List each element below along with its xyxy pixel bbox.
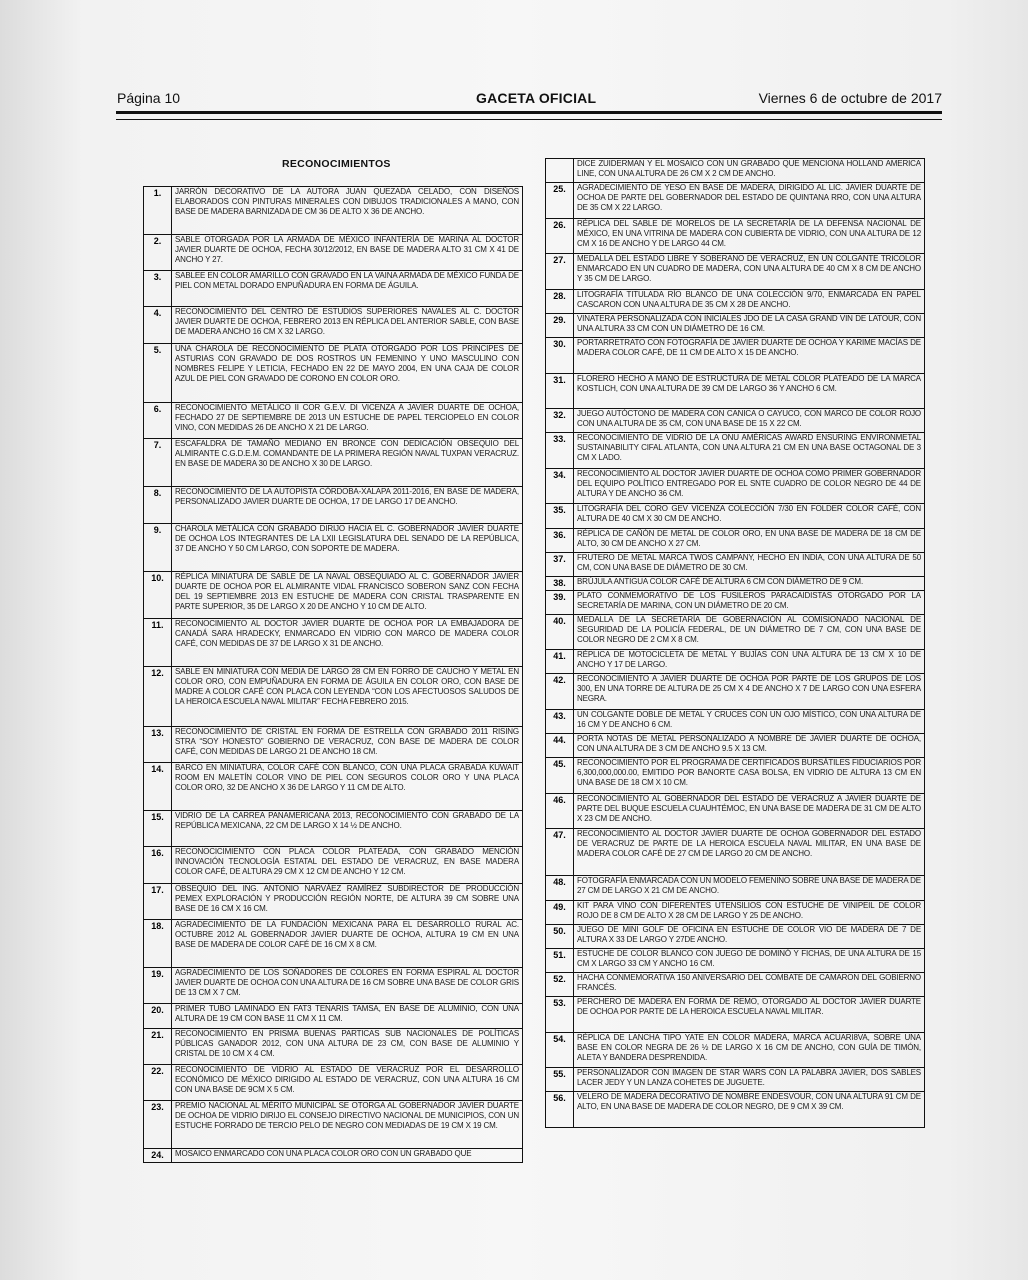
item-number: 35. xyxy=(546,504,574,528)
item-description: JUEGO DE MINI GOLF DE OFICINA EN ESTUCHE DE COLOR VIO DE MADERA DE 7 DE ALTURA X 33 DE LARGO Y 27DE ANCHO. xyxy=(574,924,925,948)
item-number: 53. xyxy=(546,996,574,1032)
item-description: ESTUCHE DE COLOR BLANCO CON JUEGO DE DOMINÓ Y FICHAS, DE UNA ALTURA DE 15 CM X LARGO 33 CM Y ANCHO 16 CM. xyxy=(574,948,925,972)
item-number: 17. xyxy=(144,883,172,919)
item-description: PLATO CONMEMORATIVO DE LOS FUSILEROS PARACAIDISTAS OTORGADO POR LA SECRETARÍA DE MARINA, CON UN DIÁMETRO DE 20 CM. xyxy=(574,590,925,614)
item-description: RECONOCIMIENTO AL GOBERNADOR DEL ESTADO DE VERACRUZ A JAVIER DUARTE DE PARTE DEL BUQUE ESCUELA CUAUHTÉMOC, EN UNA BASE DE MADERA DE 31 CM DE ALTO X 23 CM DE ANCHO. xyxy=(574,793,925,829)
table-row xyxy=(144,271,523,307)
item-number: 16. xyxy=(144,847,172,883)
item-description: UN COLGANTE DOBLE DE METAL Y CRUCES CON UN OJO MÍSTICO, CON UNA ALTURA DE 16 CM Y DE ANCHO 6 CM. xyxy=(574,709,925,733)
item-description: VINATERA PERSONALIZADA CON INICIALES JDO DE LA CASA GRAND VIN DE LATOUR, CON UNA ALTURA 33 CM CON UN DIÁMETRO DE 16 CM. xyxy=(574,313,925,337)
item-description: RÉPLICA DE CAÑÓN DE METAL DE COLOR ORO, EN UNA BASE DE MADERA DE 18 CM DE ALTO, 30 CM DE ANCHO X 27 CM. xyxy=(574,528,925,552)
table-row xyxy=(144,343,523,403)
table-row xyxy=(144,667,523,727)
item-number: 31. xyxy=(546,373,574,409)
item-description: RECONOCIMIENTO DEL CENTRO DE ESTUDIOS SUPERIORES NAVALES AL C. DOCTOR JAVIER DUARTE DE OCHOA, FEBRERO 2013 EN RÉPLICA DEL ANTERIOR SABLE, CON BASE DE MADERA ANCHO 16 CM X 32 LARGO. xyxy=(172,307,523,343)
item-number: 51. xyxy=(546,948,574,972)
table-row xyxy=(144,234,523,270)
table-row xyxy=(144,1028,523,1064)
item-number: 11. xyxy=(144,619,172,667)
table-row xyxy=(144,571,523,619)
item-description: RECONOCIMIENTO DE LA AUTOPISTA CÓRDOBA-XALAPA 2011-2016, EN BASE DE MADERA, PERSONALIZADO JAVIER DUARTE DE OCHOA, 17 DE LARGO 17 DE ANCHO. xyxy=(172,487,523,523)
table-row xyxy=(546,254,925,290)
item-description: LITOGRAFÍA DEL CORO GEV VICENZA COLECCIÓN 7/30 EN FOLDER COLOR CAFÉ, CON ALTURA DE 40 CM X 30 CM DE ANCHO. xyxy=(574,504,925,528)
item-number: 37. xyxy=(546,552,574,576)
item-number: 45. xyxy=(546,758,574,794)
item-description: RECONOCICIMIENTO CON PLACA COLOR PLATEADA, CON GRABADO MENCIÓN INNOVACIÓN TECNOLOGÍA ESTATAL DEL ESTADO DE VERACRUZ, EN BASE MADERA COLOR CAFÉ, DE ALTURA 29 CM X 12 CM DE ANCHO Y 12 CM. xyxy=(172,847,523,883)
item-description: SABLEE EN COLOR AMARILLO CON GRAVADO EN LA VAINA ARMADA DE MÉXICO FUNDA DE PIEL CON METAL DORADO ENPUÑADURA EN FORMA DE ÁGUILA. xyxy=(172,271,523,307)
item-description: PERSONALIZADOR CON IMAGEN DE STAR WARS CON LA PALABRA JAVIER, DOS SABLES LACER JEDY Y UN LANZA COHETES DE JUGUETE. xyxy=(574,1068,925,1092)
table-row xyxy=(546,1068,925,1092)
item-number: 28. xyxy=(546,289,574,313)
table-row xyxy=(144,883,523,919)
item-number: 40. xyxy=(546,614,574,650)
item-number: 13. xyxy=(144,727,172,763)
item-description: AGRADECIMIENTO DE LOS SOÑADORES DE COLORES EN FORMA ESPIRAL AL DOCTOR JAVIER DUARTE DE OCHOA CON UNA ALTURA DE 16 CM SOBRE UNA BASE DE COLOR GRIS DE 13 CM X 7 CM. xyxy=(172,967,523,1003)
table-row xyxy=(546,528,925,552)
item-number: 14. xyxy=(144,763,172,811)
item-number: 22. xyxy=(144,1064,172,1100)
item-description: PERCHERO DE MADERA EN FORMA DE REMO, OTORGADO AL DOCTOR JAVIER DUARTE DE OCHOA POR PARTE DE LA HEROICA ESCUELA NAVAL MILITAR. xyxy=(574,996,925,1032)
item-description: FRUTERO DE METAL MARCA TWOS CAMPANY, HECHO EN INDIA, CON UNA ALTURA DE 50 CM, CON UNA BASE DE DIÁMETRO DE 30 CM. xyxy=(574,552,925,576)
table-row xyxy=(546,996,925,1032)
item-description: RECONOCIMIENTO AL DOCTOR JAVIER DUARTE DE OCHOA COMO PRIMER GOBERNADOR DEL EQUIPO POLÍTICO ENTREGADO POR EL SNTE CUADRO DE COLOR NEGRO DE 44 DE ALTURA Y DE ANCHO 36 CM. xyxy=(574,468,925,504)
item-number: 2. xyxy=(144,234,172,270)
item-description: RÉPLICA DE MOTOCICLETA DE METAL Y BUJÍAS CON UNA ALTURA DE 13 CM X 10 DE ANCHO Y 17 DE LARGO. xyxy=(574,650,925,674)
item-number: 12. xyxy=(144,667,172,727)
table-row xyxy=(144,439,523,487)
table-row xyxy=(144,487,523,523)
table-row xyxy=(546,313,925,337)
item-number: 19. xyxy=(144,967,172,1003)
table-row xyxy=(546,972,925,996)
item-number: 27. xyxy=(546,254,574,290)
item-description: RECONOCIMIENTO A JAVIER DUARTE DE OCHOA POR PARTE DE LOS GRUPOS DE LOS 300, EN UNA TORRE DE ALTURA DE 25 CM X 4 DE ANCHO X 7 DE LARGO CON UNA ESFERA NEGRA. xyxy=(574,674,925,710)
table-row xyxy=(144,1004,523,1029)
item-description: HACHA CONMEMORATIVA 150 ANIVERSARIO DEL COMBATE DE CAMARON DEL GOBIERNO FRANCÉS. xyxy=(574,972,925,996)
item-description: AGRADECIMIENTO DE LA FUNDACIÓN MEXICANA PARA EL DESARROLLO RURAL AC. OCTUBRE 2012 AL GOBERNADOR JAVIER DUARTE DE OCHOA, ALTURA 19 CM EN UNA BASE DE MADERA DE COLOR CAFÉ DE 16 CM X 8 CM. xyxy=(172,919,523,967)
header-rule-thick xyxy=(116,111,942,114)
item-number: 39. xyxy=(546,590,574,614)
item-number: 7. xyxy=(144,439,172,487)
table-row xyxy=(546,373,925,409)
item-description: JUEGO AUTÓCTONO DE MADERA CON CANICA O CAYUCO, CON MARCO DE COLOR ROJO CON UNA ALTURA DE 35 CM, CON UNA BASE DE 15 X 22 CM. xyxy=(574,409,925,433)
table-row xyxy=(546,1092,925,1128)
table-row xyxy=(144,1101,523,1149)
item-description: RECONOCIMIENTO DE VIDRIO DE LA ONU AMÉRICAS AWARD ENSURING ENVIRONMETAL SUSTAINABILITY CIFAL ATLANTA, CON UNA ALTURA 21 CM EN UNA BASE OCTAGONAL DE 3 CM X LADO. xyxy=(574,433,925,469)
table-row xyxy=(144,307,523,343)
item-description: FOTOGRAFÍA ENMARCADA CON UN MODELO FEMENINO SOBRE UNA BASE DE MADERA DE 27 CM DE LARGO X 21 CM DE ANCHO. xyxy=(574,876,925,900)
item-description: SABLE EN MINIATURA CON MEDIA DE LARGO 28 CM EN FORRO DE CAUCHO Y METAL EN COLOR ORO, CON EMPUÑADURA EN FORMA DE ÁGUILA EN COLOR ORO, CON BASE DE MADRE A COLOR CAFÉ CON PLACA CON LEYENDA “CON LOS AFECTUOSOS SALUDOS DE LA HEROICA ESCUELA NAVAL MILITAR” FECHA FEBRERO 2015. xyxy=(172,667,523,727)
item-description: VELERO DE MADERA DECORATIVO DE NOMBRE ENDESVOUR, CON UNA ALTURA 91 CM DE ALTO, EN UNA BASE DE MADERA DE COLOR NEGRO, DE 9 CM X 39 CM. xyxy=(574,1092,925,1128)
item-description: CHAROLA METÁLICA CON GRABADO DIRIJO HACIA EL C. GOBERNADOR JAVIER DUARTE DE OCHOA LOS INTEGRANTES DE LA LXII LEGISLATURA DEL SENADO DE LA REPÚBLICA, 37 DE ANCHO Y 50 CM LARGO, CON SOPORTE DE MADERA. xyxy=(172,523,523,571)
item-number: 4. xyxy=(144,307,172,343)
header-rule-thin xyxy=(116,119,942,120)
item-description: RÉPLICA MINIATURA DE SABLE DE LA NAVAL OBSEQUIADO AL C. GOBERNADOR JAVIER DUARTE DE OCHOA POR EL ALMIRANTE VIDAL FRANCISCO SOBERON SANZ CON FECHA DEL 19 SEPTIEMBRE 2013 EN ESTUCHE DE MADERA CON CRISTAL TRASPARENTE EN PARTE SUPERIOR, 35 DE LARGO X 20 DE ANCHO Y 10 CM DE ALTO. xyxy=(172,571,523,619)
item-number: 34. xyxy=(546,468,574,504)
item-description: RECONOCIMIENTO AL DOCTOR JAVIER DUARTE DE OCHOA GOBERNADOR DEL ESTADO DE VERACRUZ DE PARTE DE LA HEROICA ESCUELA NAVAL MILITAR, EN UNA BASE DE MADERA COLOR CAFÉ DE 27 CM DE LARGO 20 CM DE ANCHO. xyxy=(574,829,925,876)
item-number: 49. xyxy=(546,900,574,924)
item-number: 36. xyxy=(546,528,574,552)
item-description: SABLE OTORGADA POR LA ARMADA DE MÉXICO INFANTERÍA DE MARINA AL DOCTOR JAVIER DUARTE DE OCHOA, FECHA 30/12/2012, EN BASE DE MADERA ALTO 31 CM X 41 DE ANCHO Y 27. xyxy=(172,234,523,270)
table-row xyxy=(546,924,925,948)
table-row xyxy=(144,1064,523,1100)
item-number: 3. xyxy=(144,271,172,307)
items-table-right xyxy=(545,158,925,1128)
item-number: 54. xyxy=(546,1032,574,1068)
item-number: 29. xyxy=(546,313,574,337)
item-number: 25. xyxy=(546,183,574,219)
item-description: RECONOCIMIENTO POR EL PROGRAMA DE CERTIFICADOS BURSÁTILES FIDUCIARIOS POR 6,300,000,000.00, EMITIDO POR BANORTE CASA BOLSA, EN VIDRIO DE ALTURA 13 CM EN UNA BASE DE 18 CM X 10 CM. xyxy=(574,758,925,794)
item-number: 15. xyxy=(144,811,172,847)
item-number: 18. xyxy=(144,919,172,967)
item-description: RECONOCIMIENTO METÁLICO II COR G.E.V. DI VICENZA A JAVIER DUARTE DE OCHOA, FECHADO 27 DE SEPTIEMBRE DE 2013 UN ESTUCHE DE PAPEL TERCIOPELO EN COLOR VINO, CON MEDIDAS 26 DE ANCHO X 21 DE LARGO. xyxy=(172,403,523,439)
publication-title: GACETA OFICIAL xyxy=(476,90,597,106)
table-row xyxy=(144,763,523,811)
item-description: DICE ZUIDERMAN Y EL MOSAICO CON UN GRABADO QUE MENCIONA HOLLAND AMERICA LINE, CON UNA ALTURA DE 26 CM X 2 CM DE ANCHO. xyxy=(574,159,925,183)
table-row xyxy=(546,650,925,674)
item-description: RECONOCIMIENTO DE VIDRIO AL ESTADO DE VERACRUZ POR EL DESARROLLO ECONÓMICO DE MÉXICO DIRIGIDO AL ESTADO DE VERACRUZ, CON UNA ALTURA 16 CM CON UNA BASE DE 9CM X 5 CM. xyxy=(172,1064,523,1100)
table-row xyxy=(546,433,925,469)
table-row xyxy=(144,847,523,883)
item-number: 32. xyxy=(546,409,574,433)
section-title: RECONOCIMIENTOS xyxy=(282,158,391,170)
table-row xyxy=(546,468,925,504)
page-number: Página 10 xyxy=(117,90,181,106)
publication-date: Viernes 6 de octubre de 2017 xyxy=(758,90,942,106)
table-row xyxy=(546,590,925,614)
item-number: 42. xyxy=(546,674,574,710)
item-number: 8. xyxy=(144,487,172,523)
table-row xyxy=(546,1032,925,1068)
table-row xyxy=(546,218,925,254)
table-row xyxy=(546,829,925,876)
table-row xyxy=(546,900,925,924)
item-number: 56. xyxy=(546,1092,574,1128)
item-number: 41. xyxy=(546,650,574,674)
table-row xyxy=(546,734,925,758)
item-number: 38. xyxy=(546,576,574,590)
table-row xyxy=(546,793,925,829)
table-row xyxy=(546,552,925,576)
table-row xyxy=(546,338,925,374)
table-row xyxy=(546,159,925,183)
table-row xyxy=(144,619,523,667)
item-description: RÉPLICA DEL SABLE DE MORELOS DE LA SECRETARÍA DE LA DEFENSA NACIONAL DE MÉXICO, EN UNA VITRINA DE MADERA CON CUBIERTA DE VIDRIO, CON UNA ALTURA DE 12 CM X 16 DE ANCHO Y DE LARGO 44 CM. xyxy=(574,218,925,254)
table-row xyxy=(144,187,523,235)
table-row xyxy=(546,709,925,733)
item-description: MEDALLA DE LA SECRETARÍA DE GOBERNACIÓN AL COMISIONADO NACIONAL DE SEGURIDAD DE LA POLICÍA FEDERAL, DE UN DIÁMETRO DE 7 CM, CON UNA BASE DE COLOR NEGRO DE 2 CM X 8 CM. xyxy=(574,614,925,650)
item-description: VIDRIO DE LA CARREA PANAMERICANA 2013, RECONOCIMIENTO CON GRABADO DE LA REPÚBLICA MEXICANA, 22 CM DE LARGO X 14 ½ DE ANCHO. xyxy=(172,811,523,847)
item-number: 1. xyxy=(144,187,172,235)
table-row xyxy=(144,1148,523,1162)
item-number: 50. xyxy=(546,924,574,948)
table-row xyxy=(546,409,925,433)
item-description: ESCAFALDRA DE TAMAÑO MEDIANO EN BRONCE CON DEDICACIÓN OBSEQUIO DEL ALMIRANTE C.G.D.E.M. COMANDANTE DE LA PRIMERA REGIÓN NAVAL TUXPAN VERACRUZ. EN BASE DE MADERA 30 DE ANCHO X 30 DE LARGO. xyxy=(172,439,523,487)
item-number: 23. xyxy=(144,1101,172,1149)
item-description: PREMIO NACIONAL AL MÉRITO MUNICIPAL SE OTORGA AL GOBERNADOR JAVIER DUARTE DE OCHOA DE VIDRIO DIRIJO EL CONSEJO DIRECTIVO NACIONAL DE MUNICIPIOS, CON UN ESTUCHE FORRADO DE TERCIO PELO DE NEGRO CON MEDIADAS DE 19 CM X 19 CM. xyxy=(172,1101,523,1149)
item-description: FLORERO HECHO A MANO DE ESTRUCTURA DE METAL COLOR PLATEADO DE LA MARCA KOSTLICH, CON UNA ALTURA DE 39 CM DE LARGO 36 Y ANCHO 6 CM. xyxy=(574,373,925,409)
item-number: 48. xyxy=(546,876,574,900)
item-number: 33. xyxy=(546,433,574,469)
table-row xyxy=(546,674,925,710)
item-number: 44. xyxy=(546,734,574,758)
item-description: RECONOCIMIENTO DE CRISTAL EN FORMA DE ESTRELLA CON GRABADO 2011 RISING STRA “SOY HONESTO” GOBIERNO DE VERACRUZ, CON BASE DE MADERA DE COLOR CAFÉ, CON MEDIDAS DE LARGO 21 DE ANCHO 18 CM. xyxy=(172,727,523,763)
item-number: 43. xyxy=(546,709,574,733)
item-description: RECONOCIMIENTO AL DOCTOR JAVIER DUARTE DE OCHOA POR LA EMBAJADORA DE CANADÁ SARA HRADECKY, ENMARCADO EN VIDRIO CON MARCO DE MADERA COLOR CAFÉ, CON MEDIDAS DE 37 DE LARGO X 31 DE ANCHO. xyxy=(172,619,523,667)
table-row xyxy=(546,876,925,900)
table-row xyxy=(144,403,523,439)
table-row xyxy=(144,727,523,763)
item-description: MEDALLA DEL ESTADO LIBRE Y SOBERANO DE VERACRUZ, EN UN COLGANTE TRICOLOR ENMARCADO EN UN CUADRO DE MADERA, CON UNA ALTURA DE 40 CM X 8 CM DE ANCHO Y 35 CM DE LARGO. xyxy=(574,254,925,290)
item-description: BARCO EN MINIATURA, COLOR CAFÉ CON BLANCO, CON UNA PLACA GRABADA KUWAIT ROOM EN MALETÍN COLOR VINO DE PIEL CON SEGUROS COLOR ORO Y UNA PLACA COLOR ORO, 32 DE ANCHO X 36 DE LARGO Y 11 CM DE ALTO. xyxy=(172,763,523,811)
table-row xyxy=(144,967,523,1003)
table-row xyxy=(546,289,925,313)
item-description: KIT PARA VINO CON DIFERENTES UTENSILIOS CON ESTUCHE DE VINIPEIL DE COLOR ROJO DE 8 CM DE ALTO X 28 CM DE LARGO Y 25 DE ANCHO. xyxy=(574,900,925,924)
table-row xyxy=(546,948,925,972)
item-description: AGRADECIMIENTO DE YESO EN BASE DE MADERA, DIRIGIDO AL LIC. JAVIER DUARTE DE OCHOA DE PARTE DEL GOBERNADOR DEL ESTADO DE QUINTANA RRO, CON UNA ALTURA DE 35 CM X 22 LARGO. xyxy=(574,183,925,219)
item-number: 47. xyxy=(546,829,574,876)
item-description: PORTARRETRATO CON FOTOGRAFÍA DE JAVIER DUARTE DE OCHOA Y KARIME MACÍAS DE MADERA COLOR CAFÉ, DE 11 CM DE ALTO X 15 DE ANCHO. xyxy=(574,338,925,374)
item-description: MOSAICO ENMARCADO CON UNA PLACA COLOR ORO CON UN GRABADO QUE xyxy=(172,1148,523,1162)
item-description: JARRÓN DECORATIVO DE LA AUTORA JUAN QUEZADA CELADO, CON DISEÑOS ELABORADOS CON PINTURAS MINERALES CON DIBUJOS TRADICIONALES A MANO, CON BASE DE MADERA BARNIZADA DE CM 36 DE ALTO X 36 DE ANCHO. xyxy=(172,187,523,235)
item-number: 20. xyxy=(144,1004,172,1029)
table-row xyxy=(546,614,925,650)
item-number: 24. xyxy=(144,1148,172,1162)
item-number: 52. xyxy=(546,972,574,996)
table-row xyxy=(144,811,523,847)
item-description: RÉPLICA DE LANCHA TIPO YATE EN COLOR MADERA, MARCA ACUARI8VA, SOBRE UNA BASE EN COLOR NEGRA DE 26 ½ DE LARGO X 16 CM DE ANCHO, CON GUÍA DE TIMÓN, ALETA Y BANDERA DESPRENDIDA. xyxy=(574,1032,925,1068)
table-row xyxy=(546,183,925,219)
item-description: LITOGRAFÍA TITULADA RÍO BLANCO DE UNA COLECCIÓN 9/70, ENMARCADA EN PAPEL CASCARON CON UNA ALTURA DE 35 CM X 28 DE ANCHO. xyxy=(574,289,925,313)
item-number: 26. xyxy=(546,218,574,254)
table-row xyxy=(546,576,925,590)
item-description: BRÚJULA ANTIGUA COLOR CAFÉ DE ALTURA 6 CM CON DIÁMETRO DE 9 CM. xyxy=(574,576,925,590)
item-number: 46. xyxy=(546,793,574,829)
item-number xyxy=(546,159,574,183)
item-number: 9. xyxy=(144,523,172,571)
table-row xyxy=(144,919,523,967)
item-description: RECONOCIMIENTO EN PRISMA BUENAS PARTICAS SUB NACIONALES DE POLÍTICAS PÚBLICAS GANADOR 2012, CON UNA ALTURA DE 23 CM, CON BASE DE ALUMINIO Y CRISTAL DE 10 CM X 4 CM. xyxy=(172,1028,523,1064)
table-row xyxy=(546,504,925,528)
item-number: 5. xyxy=(144,343,172,403)
item-number: 10. xyxy=(144,571,172,619)
item-number: 55. xyxy=(546,1068,574,1092)
table-row xyxy=(144,523,523,571)
item-description: PRIMER TUBO LAMINADO EN FAT3 TENARIS TAMSA, EN BASE DE ALUMINIO, CON UNA ALTURA DE 19 CM CON BASE 11 CM X 11 CM. xyxy=(172,1004,523,1029)
items-table-left xyxy=(143,186,523,1163)
item-number: 6. xyxy=(144,403,172,439)
item-description: OBSEQUIO DEL ING. ANTONIO NARVÁEZ RAMÍREZ SUBDIRECTOR DE PRODUCCIÓN PEMEX EXPLORACIÓN Y PRODUCCIÓN REGIÓN NORTE, DE ALTURA 39 CM SOBRE UNA BASE DE 16 CM X 16 CM. xyxy=(172,883,523,919)
item-description: UNA CHAROLA DE RECONOCIMIENTO DE PLATA OTORGADO POR LOS PRINCIPES DE ASTURIAS CON GRAVADO DE DOS ROSTROS UN FEMENINO Y UNO MASCULINO CON NOMBRES FELIPE Y LETICIA, FECHADO EN 22 DE MAYO 2004, EN UNA CAJA DE COLOR AZUL DE PIEL CON GRAVADO DE CORONO EN COLOR ORO. xyxy=(172,343,523,403)
item-number: 30. xyxy=(546,338,574,374)
item-description: PORTA NOTAS DE METAL PERSONALIZADO A NOMBRE DE JAVIER DUARTE DE OCHOA, CON UNA ALTURA DE 3 CM DE ANCHO 9.5 X 13 CM. xyxy=(574,734,925,758)
table-row xyxy=(546,758,925,794)
item-number: 21. xyxy=(144,1028,172,1064)
